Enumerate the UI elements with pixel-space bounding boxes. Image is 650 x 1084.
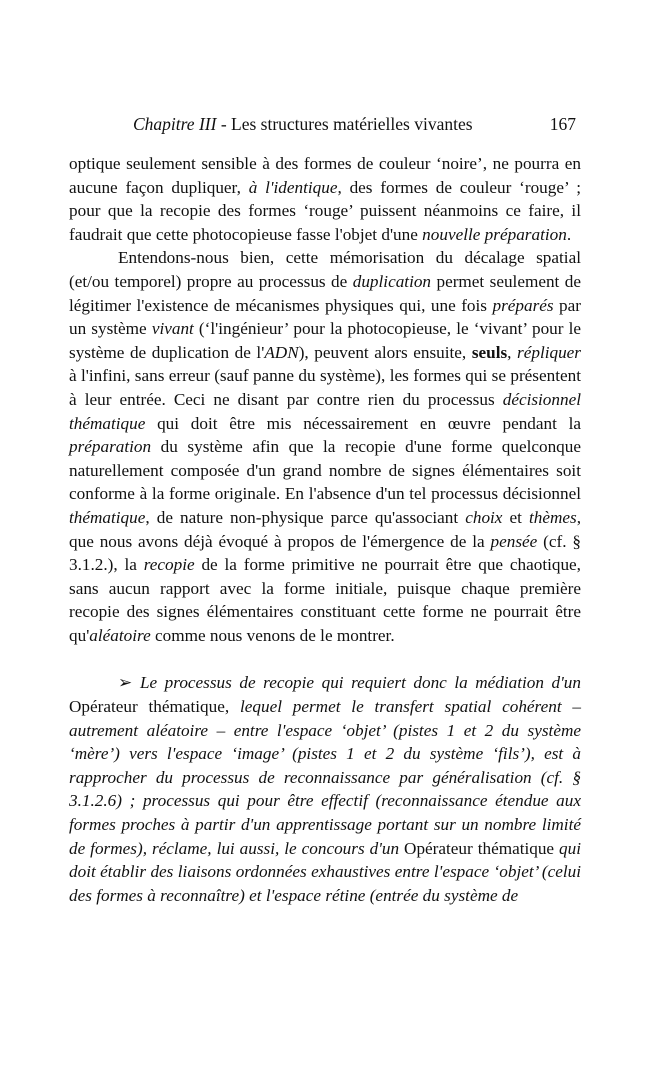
paragraph-3 [69, 671, 581, 907]
text-run: , de nature non-physique parce qu'associant [145, 507, 466, 527]
text-run: (cf. § 3.1.2.), la [69, 531, 581, 575]
text-run: , [507, 342, 518, 362]
italic-run: répliquer [517, 342, 581, 362]
italic-run: choix [465, 507, 503, 527]
italic-run: ADN [264, 342, 299, 362]
italic-run: qui doit établir des liaisons ordonnées exhaustives entre l'espace ‘objet’ (celui des formes à reconnaître) et l'espace rétine (entrée du système de [69, 838, 581, 905]
italic-run: lequel permet le transfert spatial cohérent – autrement aléatoire – entre l'espace ‘objet’ (pistes 1 et 2 du système ‘mère’) vers l'espace ‘image’ (pistes 1 et 2 du système ‘fils’), est à rapprocher du processus de reconnaissance par généralisation (cf. § 3.1.2.6) ; processus qui pour être effectif (reconnaissance étendue aux formes proches à partir d'un apprentissage portant sur un nombre limité de formes), réclame, lui aussi, le concours d'un [69, 697, 581, 858]
text-run: comme nous venons de le montrer. [150, 625, 395, 645]
italic-run: thématique [69, 507, 146, 527]
italic-run: à l'identique [248, 177, 338, 197]
page-number: 167 [549, 114, 576, 134]
italic-run: nouvelle préparation [422, 224, 567, 244]
italic-run: recopie [143, 555, 195, 575]
text-run: qui doit être mis nécessairement en œuvre pendant la [145, 413, 581, 433]
italic-run: aléatoire [89, 625, 151, 645]
page-header [0, 114, 650, 140]
bold-run: seuls [471, 342, 508, 362]
arrow-bullet-icon: ➢ [118, 673, 133, 693]
text-run: à l'infini, sans erreur (sauf panne du système), les formes qui se présentent à leur entrée. Ceci ne disant par contre rien du processus [69, 366, 581, 409]
italic-run: préparation [69, 437, 152, 457]
page-body [69, 152, 581, 907]
paragraph-2 [69, 246, 581, 647]
text-run: Opérateur thématique, [69, 697, 230, 717]
text-run: Entendons-nous bien, cette mémorisation du décalage spatial (et/ou temporel) propre au processus de [69, 248, 581, 291]
text-run: de la forme primitive ne pourrait être que chaotique, sans aucun rapport avec la forme initiale, puisque chaque première recopie des signes élémentaires constituant cette forme ne pourrait être qu' [69, 555, 581, 645]
text-run: (‘l'ingénieur’ pour la photocopieuse, le ‘vivant’ pour le système de duplication de l' [69, 319, 582, 362]
italic-run: préparés [492, 295, 554, 315]
text-run: ), peuvent alors ensuite, [298, 342, 472, 362]
text-run: , que nous avons déjà évoqué à propos de l'émergence de la [69, 507, 581, 551]
italic-run: Le processus de recopie qui requiert donc la médiation d'un [132, 673, 581, 693]
text-run: optique seulement sensible à des formes de couleur ‘noire’, ne pourra en aucune façon dupliquer, [69, 154, 581, 197]
text-run: par un système [69, 295, 581, 339]
italic-run: thèmes [528, 507, 577, 527]
chapter-label: Chapitre III [133, 114, 217, 134]
paragraph-gap [69, 647, 581, 671]
paragraph-1 [69, 152, 581, 246]
italic-run: pensée [490, 531, 538, 551]
text-run: du système afin que la recopie d'une forme quelconque naturellement composée d'un grand nombre de signes élémentaires soit conforme à la forme originale. En l'absence d'un tel processus décisionnel [69, 437, 581, 504]
italic-run: duplication [352, 271, 432, 291]
section-title: Les structures matérielles vivantes [231, 114, 473, 134]
text-run: et [502, 507, 529, 527]
text-run: permet seulement de légitimer l'existence de mécanismes physiques qui, une fois [69, 271, 581, 315]
text-run: , des formes de couleur ‘rouge’ ; pour que la recopie des formes ‘rouge’ puissent néanmoins ce faire, il faudrait que cette photocopieuse fasse l'objet d'une [69, 177, 581, 244]
italic-run: décisionnel thématique [69, 389, 581, 433]
title-separator: - [216, 114, 232, 134]
text-run: . [566, 224, 572, 244]
running-title [133, 114, 473, 135]
text-run: Opérateur thématique [404, 838, 555, 858]
italic-run: vivant [151, 319, 194, 339]
